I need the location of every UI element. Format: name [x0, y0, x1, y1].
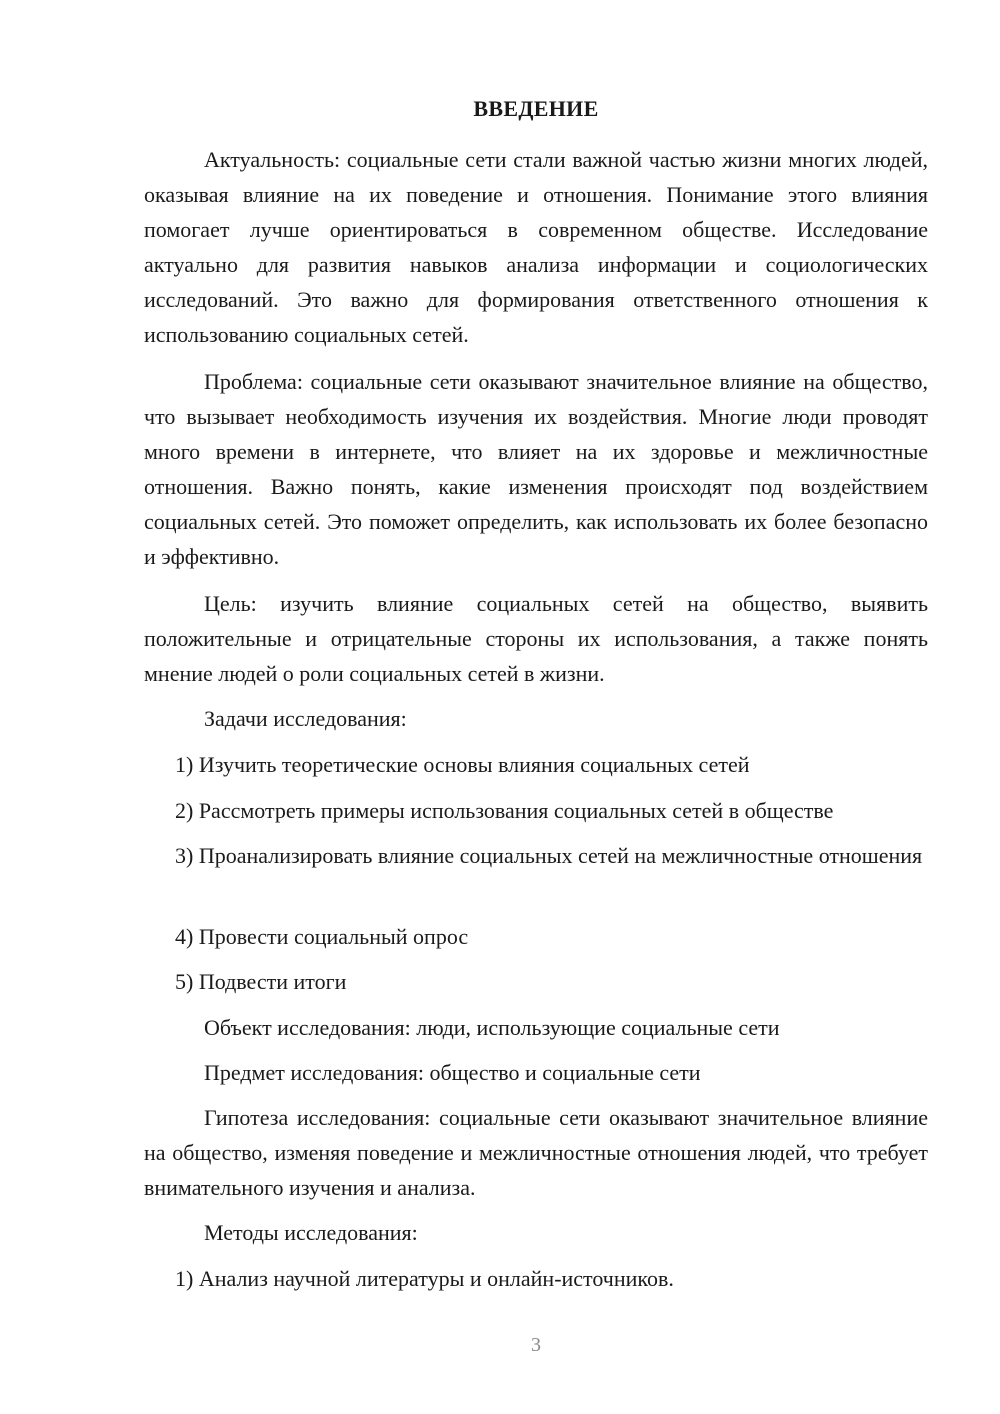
hypothesis-paragraph: Гипотеза исследования: социальные сети оказывают значительное влияние на общество, изменяя поведение и межличностные отношения людей, что требует внимательного изучения и анализа. [144, 1105, 928, 1200]
goal-paragraph: Цель: изучить влияние социальных сетей на общество, выявить положительные и отрицательные стороны их использования, а также понять мнение людей о роли социальных сетей в жизни. [144, 591, 928, 686]
task-item-1: 1) Изучить теоретические основы влияния социальных сетей [175, 752, 750, 777]
task-item-5: 5) Подвести итоги [175, 969, 347, 994]
method-item-1: 1) Анализ научной литературы и онлайн-источников. [175, 1266, 674, 1291]
object-line: Объект исследования: люди, использующие социальные сети [204, 1015, 780, 1040]
page-number: 3 [531, 1334, 541, 1356]
task-item-4: 4) Провести социальный опрос [175, 924, 469, 949]
subject-line: Предмет исследования: общество и социальные сети [204, 1060, 701, 1085]
page-title: ВВЕДЕНИЕ [473, 96, 599, 121]
methods-heading: Методы исследования: [204, 1220, 418, 1245]
problem-paragraph: Проблема: социальные сети оказывают значительное влияние на общество, что вызывает необходимость изучения их воздействия. Многие люди проводят много времени в интернете, что влияет на их здоровье и межличностные отношения. Важно понять, какие изменения происходят под воздействием социальных сетей. Это поможет определить, как использовать их более безопасно и эффективно. [144, 369, 928, 569]
relevance-paragraph: Актуальность: социальные сети стали важной частью жизни многих людей, оказывая влияние на их поведение и отношения. Понимание этого влияния помогает лучше ориентироваться в современном обществе. Исследование актуально для развития навыков анализа информации и социологических исследований. Это важно для формирования ответственного отношения к использованию социальных сетей. [144, 147, 928, 347]
task-item-2: 2) Рассмотреть примеры использования социальных сетей в обществе [175, 798, 834, 823]
tasks-heading: Задачи исследования: [204, 706, 407, 731]
task-item-3: 3) Проанализировать влияние социальных сетей на межличностные отношения [175, 843, 923, 868]
